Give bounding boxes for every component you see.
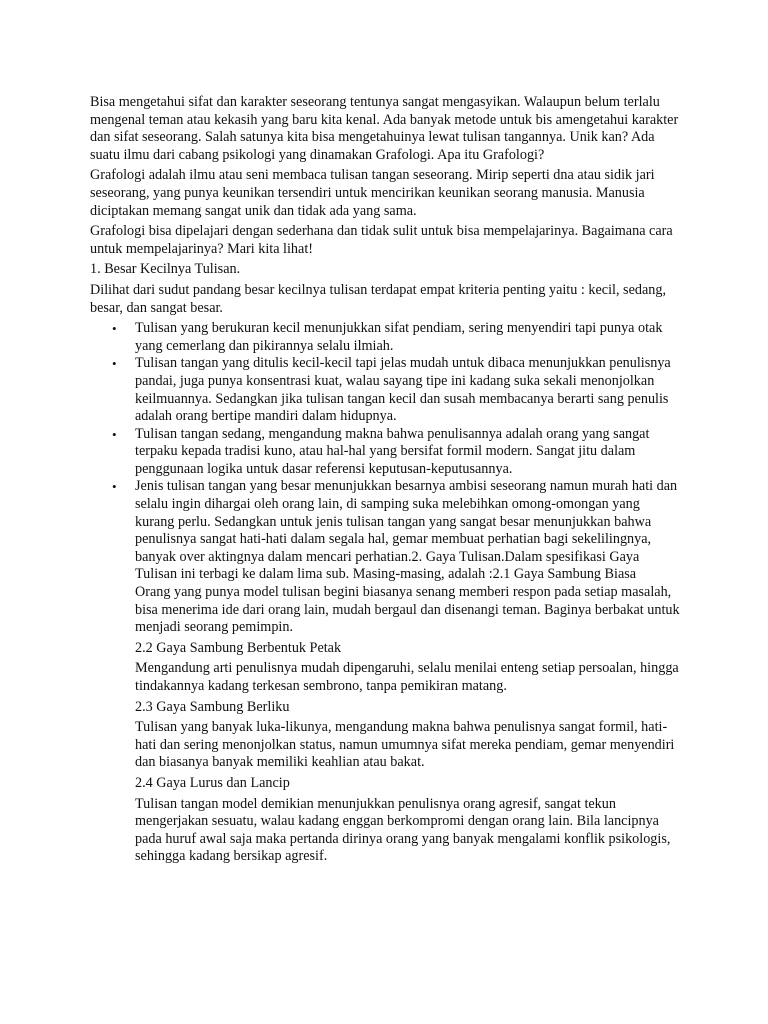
section-1-heading: 1. Besar Kecilnya Tulisan. <box>90 261 241 278</box>
list-item-text: Tulisan yang berukuran kecil menunjukkan sifat pendiam, sering menyendiri tapi punya otak yang cemerlang dan pikirannya selalu ilmiah. <box>135 320 663 354</box>
list-item-text: Tulisan tangan sedang, mengandung makna bahwa penulisannya adalah orang yang sangat terpaku kepada tradisi kuno, atau hal-hal yang bersifat formil modern. Sangat jitu dalam penggunaan logika untuk dasar referensi keputusan-keputusannya. <box>135 425 650 477</box>
document-page <box>90 94 680 869</box>
bullet-icon: • <box>112 426 117 442</box>
list-item-text: Tulisan tangan yang ditulis kecil-kecil tapi jelas mudah untuk dibaca menunjukkan penulisnya pandai, juga punya konsentrasi kuat, walau sayang tipe ini kadang suka sekali menonjolkan keilmuannya. Sedangkan jika tulisan tangan kecil dan susah membacanya berarti sang penulis adalah orang bertipe mandiri dalam hidupnya. <box>135 355 671 425</box>
style-2-2-heading: 2.2 Gaya Sambung Berbentuk Petak <box>135 639 342 656</box>
style-2-3-heading: 2.3 Gaya Sambung Berliku <box>135 698 290 715</box>
style-2-4-body: Tulisan tangan model demikian menunjukkan penulisnya orang agresif, sangat tekun mengerjakan sesuatu, walau kadang enggan berkompromi dengan orang lain. Bila lancipnya pada huruf awal saja maka pertanda dirinya orang yang banyak mengalami konflik psikologis, sehingga kadang bersikap agresif. <box>135 795 671 865</box>
bullet-icon: • <box>112 479 117 495</box>
list-item <box>90 478 680 584</box>
bullet-icon: • <box>112 321 117 337</box>
writing-style-section <box>90 584 680 866</box>
intro-paragraph: Bisa mengetahui sifat dan karakter seseorang tentunya sangat mengasyikan. Walaupun belum terlalu mengenal teman atau kekasih yang baru kita kenal. Ada banyak metode untuk bis amengetahui karakter dan sifat seseorang. Salah satunya kita bisa mengetahuinya lewat tulisan tangannya. Unik kan? Ada suatu ilmu dari cabang psikologi yang dinamakan Grafologi. Apa itu Grafologi? <box>90 94 679 163</box>
style-2-3-body: Tulisan yang banyak luka-likunya, mengandung makna bahwa penulisnya sangat formil, hati-hati dan sering menonjolkan status, namun umumnya sifat mereka pendiam, gemar menyendiri dan biasanya banyak memiliki keahlian atau bakat. <box>135 719 675 771</box>
list-item-text: Jenis tulisan tangan yang besar menunjukkan besarnya ambisi seseorang namun murah hati dan selalu ingin dihargai oleh orang lain, di samping suka melebihkan omong-omongan yang kurang perlu. Sedangkan untuk jenis tulisan tangan yang sangat besar menunjukkan bahwa penulisnya sangat hati-hati dalam segala hal, gemar membuat perhatian bagi sekelilingnya, banyak over aktingnya dalam mencari perhatian.2. Gaya Tulisan.Dalam spesifikasi Gaya Tulisan ini terbagi ke dalam lima sub. Masing-masing, adalah :2.1 Gaya Sambung Biasa <box>135 478 678 583</box>
learning-paragraph: Grafologi bisa dipelajari dengan sederhana dan tidak sulit untuk bisa mempelajarinya. Bagaimana cara untuk mempelajarinya? Mari kita lihat! <box>90 223 673 257</box>
list-item <box>90 426 680 479</box>
bullet-icon: • <box>112 356 117 372</box>
style-2-1-body: Orang yang punya model tulisan begini biasanya senang memberi respon pada setiap masalah, bisa menerima ide dari orang lain, mudah bergaul dan disenangi teman. Baginya berbakat untuk menjadi seorang pemimpin. <box>135 584 680 636</box>
style-2-2-body: Mengandung arti penulisnya mudah dipengaruhi, selalu menilai enteng setiap persoalan, hingga tindakannya kadang terkesan sembrono, tanpa pemikiran matang. <box>135 660 679 694</box>
size-criteria-list <box>90 320 680 584</box>
section-1-intro: Dilihat dari sudut pandang besar kecilnya tulisan terdapat empat kriteria penting yaitu : kecil, sedang, besar, dan sangat besar. <box>90 281 666 316</box>
list-item <box>90 355 680 425</box>
style-2-4-heading: 2.4 Gaya Lurus dan Lancip <box>135 774 290 791</box>
definition-paragraph: Grafologi adalah ilmu atau seni membaca tulisan tangan seseorang. Mirip seperti dna atau sidik jari seseorang, yang punya keunikan tersendiri untuk mencirikan keunikan seorang manusia. Manusia diciptakan memang sangat unik dan tidak ada yang sama. <box>90 167 655 219</box>
list-item <box>90 320 680 355</box>
